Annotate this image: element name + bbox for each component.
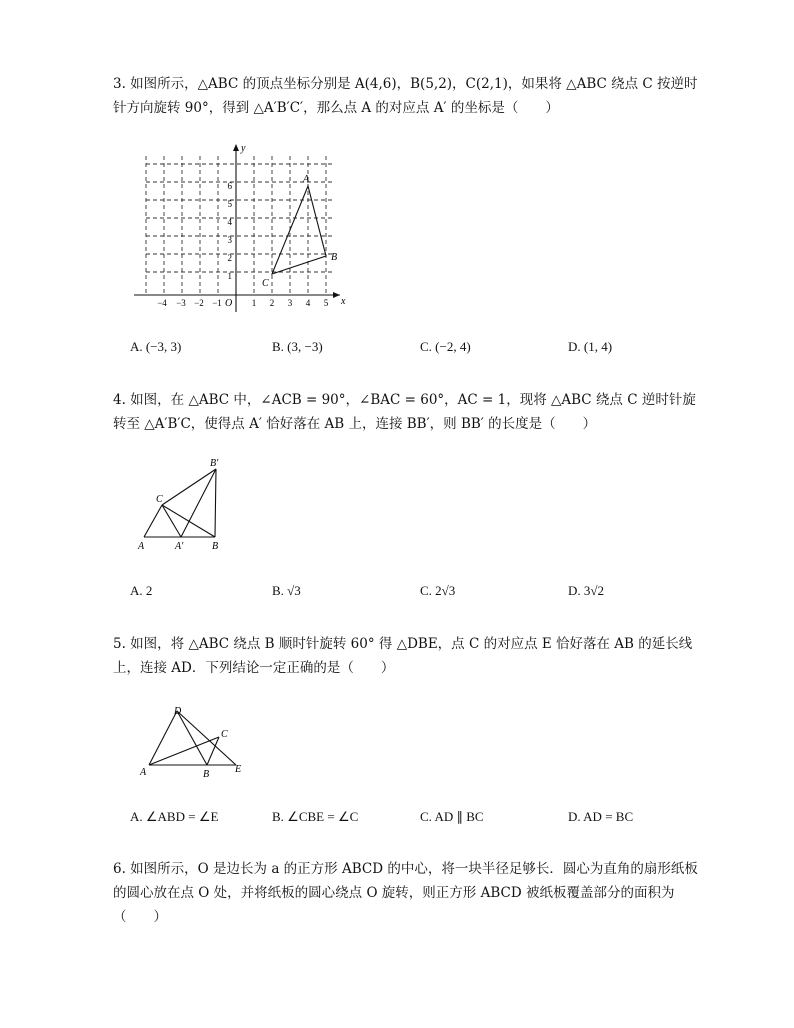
vertex-label-c: C: [156, 494, 163, 505]
question-6-text: 6. 如图所示，O 是边长为 a 的正方形 ABCD 的中心，将一块半径足够长．圆心为直角的扇形纸板的圆心放在点 O 处，并将纸板的圆心绕点 O 旋转，则正方形 ABCD 被纸板覆盖部分的面积为（ ）: [113, 861, 698, 925]
choice-b[interactable]: B. (3, −3): [272, 339, 323, 354]
x-tick-label: −1: [212, 298, 222, 308]
choice-d[interactable]: D. AD = BC: [568, 809, 634, 824]
question-3-choices: [130, 339, 710, 359]
question-4-text: 4. 如图，在 △ABC 中，∠ACB = 90°，∠BAC = 60°，AC = 1，现将 △ABC 绕点 C 逆时针旋转至 △A′B′C，使得点 A′ 恰好落在 AB 上，连接 BB′，则 BB′ 的长度是（ ）: [113, 392, 696, 432]
x-tick-label: 4: [305, 298, 311, 308]
question-6: [113, 857, 703, 929]
choice-a[interactable]: A. ∠ABD = ∠E: [130, 809, 219, 824]
origin-label: O: [225, 298, 233, 309]
x-tick-label: 3: [287, 298, 293, 308]
vertex-label-d: D: [174, 706, 182, 717]
x-tick-label: −2: [194, 298, 204, 308]
y-tick-label: 1: [227, 271, 232, 281]
y-tick-label: 5: [227, 199, 232, 209]
triangle-abc: [272, 186, 326, 274]
choice-a[interactable]: A. 2: [130, 583, 153, 598]
choice-c[interactable]: C. (−2, 4): [420, 339, 471, 354]
vertex-label-b: B: [203, 769, 210, 780]
q4-rotation-figure: [132, 455, 237, 555]
x-axis-label: x: [341, 296, 346, 307]
question-5-choices: [130, 809, 710, 829]
x-tick-label: 1: [251, 298, 257, 308]
y-tick-label: 3: [227, 235, 232, 245]
question-4-choices: [130, 583, 710, 603]
vertex-label-a: A: [138, 541, 145, 552]
vertex-label-c: C: [221, 729, 228, 740]
question-5-text: 5. 如图，将 △ABC 绕点 B 顺时针旋转 60° 得 △DBE，点 C 的对应点 E 恰好落在 AB 的延长线上，连接 AD．下列结论一定正确的是（ ）: [113, 636, 693, 676]
q3-coordinate-figure: [128, 140, 358, 315]
choice-b[interactable]: B. ∠CBE = ∠C: [272, 809, 359, 824]
vertex-label-b-prime: B′: [210, 458, 219, 469]
vertex-label-a: A: [303, 174, 310, 185]
question-3: [113, 72, 703, 120]
choice-d[interactable]: D. (1, 4): [568, 339, 613, 354]
choice-c[interactable]: C. 2√3: [420, 583, 456, 598]
x-tick-label: 2: [269, 298, 275, 308]
choice-c[interactable]: C. AD ∥ BC: [420, 809, 484, 824]
choice-a[interactable]: A. (−3, 3): [130, 339, 182, 354]
q5-rotation-figure: [135, 702, 255, 782]
vertex-label-b: B: [331, 252, 338, 263]
question-3-text: 3. 如图所示，△ABC 的顶点坐标分别是 A(4,6)，B(5,2)，C(2,1)，如果将 △ABC 绕点 C 按逆时针方向旋转 90°，得到 △A′B′C′，那么点 A 的对应点 A′ 的坐标是（ ）: [113, 76, 698, 116]
choice-b[interactable]: B. √3: [272, 583, 301, 598]
vertex-label-e: E: [235, 764, 242, 775]
x-tick-label: −3: [176, 298, 186, 308]
vertex-label-a-prime: A′: [175, 541, 184, 552]
y-tick-label: 2: [227, 253, 232, 263]
choice-d[interactable]: D. 3√2: [568, 583, 605, 598]
vertex-label-b: B: [212, 541, 219, 552]
y-tick-label: 4: [227, 217, 232, 227]
question-4: [113, 388, 703, 436]
question-5: [113, 632, 703, 680]
x-tick-label: 5: [323, 298, 329, 308]
y-axis-label: y: [241, 143, 246, 154]
vertex-label-c: C: [262, 278, 269, 289]
y-tick-label: 6: [227, 181, 232, 191]
x-tick-label: −4: [157, 298, 167, 308]
vertex-label-a: A: [140, 767, 147, 778]
